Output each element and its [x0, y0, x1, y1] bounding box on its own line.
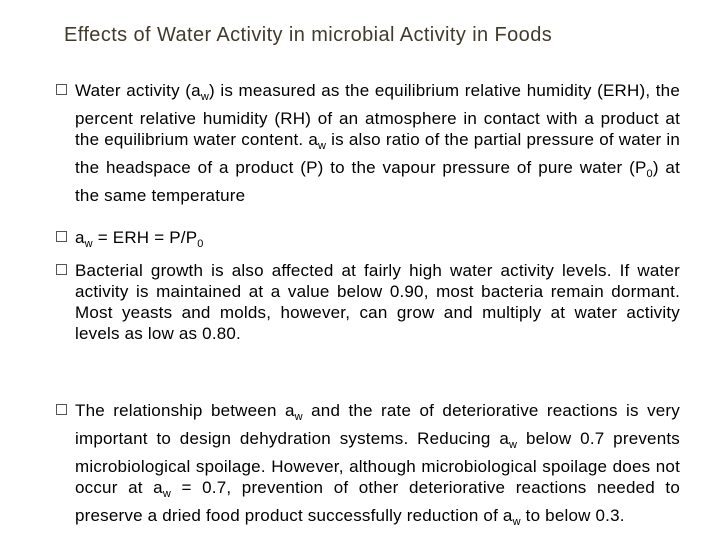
square-bullet-icon [56, 231, 67, 242]
square-bullet-icon [56, 404, 67, 415]
bullet-text: $a_w$ = ERH = $P/P_0$ [56, 227, 680, 255]
bullet-formula [56, 227, 680, 255]
bullet-text: Water activity $(a_w)$ is measured as the equilibrium relative humidity (ERH), the percent relative humidity (RH) of an atmosphere in contact with a product at the equilibrium water content. $a_w$ is also ratio of the partial pressure of water in the headspace of a product (P) to the vapour pressure of pure water $(P_0)$ at the same temperature [56, 80, 680, 206]
bullet-water-activity-definition [56, 80, 680, 206]
bullet-deteriorative-reactions [56, 400, 680, 533]
square-bullet-icon [56, 84, 67, 95]
square-bullet-icon [56, 264, 67, 275]
bullet-bacterial-growth [56, 260, 680, 344]
bullet-text: Bacterial growth is also affected at fairly high water activity levels. If water activity is maintained at a value below 0.90, most bacteria remain dormant. Most yeasts and molds, however, can grow and multiply at water activity levels as low as 0.80. [56, 260, 680, 344]
slide-title: Effects of Water Activity in microbial Activity in Foods [64, 24, 553, 46]
bullet-text: The relationship between $a_w$ and the rate of deteriorative reactions is very important to design dehydration systems. Reducing $a_w$ below 0.7 prevents microbiological spoilage. However, although microbiological spoilage does not occur at $a_w = 0.7$, prevention of other deteriorative reactions needed to preserve a dried food product successfully reduction of $a_w$ to below 0.3. [56, 400, 680, 533]
